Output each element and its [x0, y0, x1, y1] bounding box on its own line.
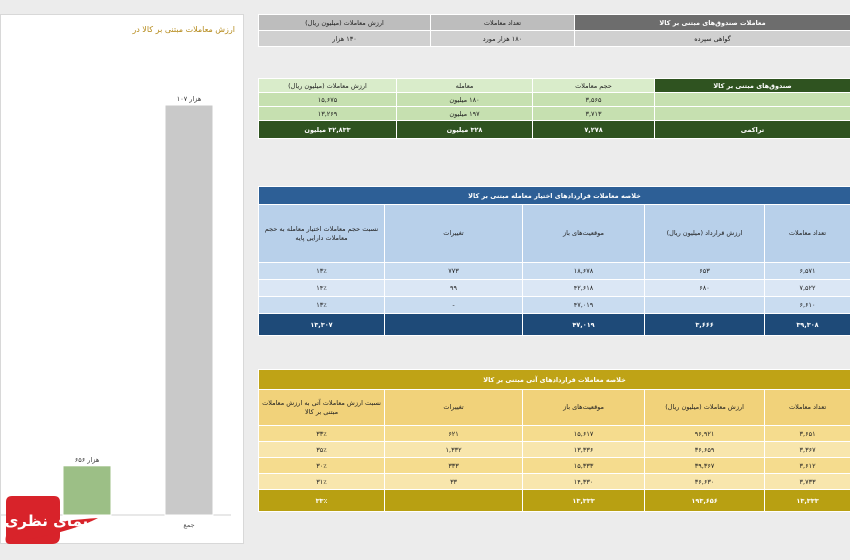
table1-row-value: ۱۳۰ هزار: [259, 31, 431, 47]
table-row: ۳,۶۵۱ ۹۶,۹۲۱ ۱۵,۶۱۷ ۶۲۱ ۳۳٪: [259, 426, 850, 442]
table-row: ۳,۶۱۲ ۳۹,۳۶۷ ۱۵,۳۳۳ ۳۳۳ ۳۰٪: [259, 458, 850, 474]
table-options: خلاصه معاملات قراردادهای اختیار معامله مبتنی بر کالا تعداد معاملات ارزش قرارداد (میلیون ریال) موقعیت‌های باز تغییرات نسبت حجم معاملات اختیار معامله به حجم معاملات دارایی پایه ۶,۵۷۱ ۶۵۳ ۱۸,۶۷۸ ۷۷۳ ۱۳٪ ۷,۵۲۲ ۶۸۰ ۴۲,۶۱۸ ۹۹ ۱۴٪ ۶,۶۱۰ ۴۷,۰۱۹ - ۱۳٪ ۳۹,۳۰۸ ۳,۶۶۶ ۴۷,۰۱۹ ۱۳,۳۰۷: [258, 186, 850, 336]
table4-total-row: ۱۳,۳۳۳ ۱۹۳,۶۵۶ ۱۳,۳۳۳ ۳۳٪: [259, 490, 850, 512]
chart-title: ارزش معاملات مبتنی بر کالا در: [132, 25, 235, 34]
table1-row-count: ۱۸۰ هزار مورد: [431, 31, 575, 47]
table-row: ۳,۳۶۷ ۳۶,۶۵۹ ۱۳,۳۳۶ ۱,۳۳۲ ۳۵٪: [259, 442, 850, 458]
table-row: ۷,۵۲۲ ۶۸۰ ۴۲,۶۱۸ ۹۹ ۱۴٪: [259, 280, 850, 297]
chart-data-label: ۶۵۶ هزار: [74, 455, 100, 464]
chart-bar: [165, 105, 213, 515]
report-tables: [258, 14, 850, 544]
table-commodity-funds: [258, 78, 850, 139]
table1-col-count: تعداد معاملات: [431, 15, 575, 31]
table2-col-value: ارزش معاملات (میلیون ریال): [259, 79, 397, 93]
table-etf-summary: [258, 14, 850, 47]
table-row: ۶,۶۱۰ ۴۷,۰۱۹ - ۱۳٪: [259, 297, 850, 314]
table-row: ۶,۵۷۱ ۶۵۳ ۱۸,۶۷۸ ۷۷۳ ۱۳٪: [259, 263, 850, 280]
table2-total-row: تراکمی ۷,۲۷۸ ۳۲۸ میلیون ۳۲,۸۳۳ میلیون: [259, 121, 850, 139]
table1-col-value: ارزش معاملات (میلیون ریال): [259, 15, 431, 31]
table2-col-volume: معامله: [397, 79, 533, 93]
table3-title: خلاصه معاملات قراردادهای اختیار معامله مبتنی بر کالا: [259, 187, 850, 205]
table-row: ۳,۷۳۳ ۳۶,۶۳۰ ۱۴,۳۳۰ ۳۳ ۳۱٪: [259, 474, 850, 490]
table-futures: خلاصه معاملات قراردادهای آتی مبتنی بر کالا تعداد معاملات ارزش معاملات (میلیون ریال) موقعیت‌های باز تغییرات نسبت ارزش معاملات آتی به ارزش معاملات مبتنی بر کالا ۳,۶۵۱ ۹۶,۹۲۱ ۱۵,۶۱۷ ۶۲۱ ۳۳٪ ۳,۳۶۷ ۳۶,۶۵۹ ۱۳,۳۳۶ ۱,۳۳۲ ۳۵٪ ۳,۶۱۲ ۳۹,۳۶۷ ۱۵,۳۳۳ ۳۳۳ ۳۰٪ ۳,۷۳۳ ۳۶,۶۳۰ ۱۴,۳۳۰ ۳۳ ۳۱٪ ۱۳,۳۳۳ ۱۹۳,۶۵۶ ۱۳,۳۳۳ ۳۳٪: [258, 369, 850, 512]
chart-category-label: جمع: [183, 521, 195, 529]
site-logo-icon: [2, 492, 106, 550]
table3-total-row: ۳۹,۳۰۸ ۳,۶۶۶ ۴۷,۰۱۹ ۱۳,۳۰۷: [259, 314, 850, 336]
table2-header: صندوق‌های مبتنی بر کالا: [655, 79, 850, 93]
bar-chart: [1, 15, 245, 545]
table1-row-label: گواهی سپرده: [575, 31, 850, 47]
logo-text: سیمای نظری: [4, 512, 104, 530]
chart-data-label: ۱۰۷ هزار: [176, 95, 202, 103]
table2-col-count: حجم معاملات: [533, 79, 655, 93]
table1-header: معاملات صندوق‌های مبتنی بر کالا: [575, 15, 850, 31]
chart-panel: [0, 14, 244, 544]
table-row: ۳,۵۶۵ ۱۸۰ میلیون ۱۵,۶۷۵: [259, 93, 850, 107]
table-row: ۳,۷۱۳ ۱۹۷ میلیون ۱۳,۲۶۹: [259, 107, 850, 121]
table4-title: خلاصه معاملات قراردادهای آتی مبتنی بر کالا: [259, 370, 850, 390]
